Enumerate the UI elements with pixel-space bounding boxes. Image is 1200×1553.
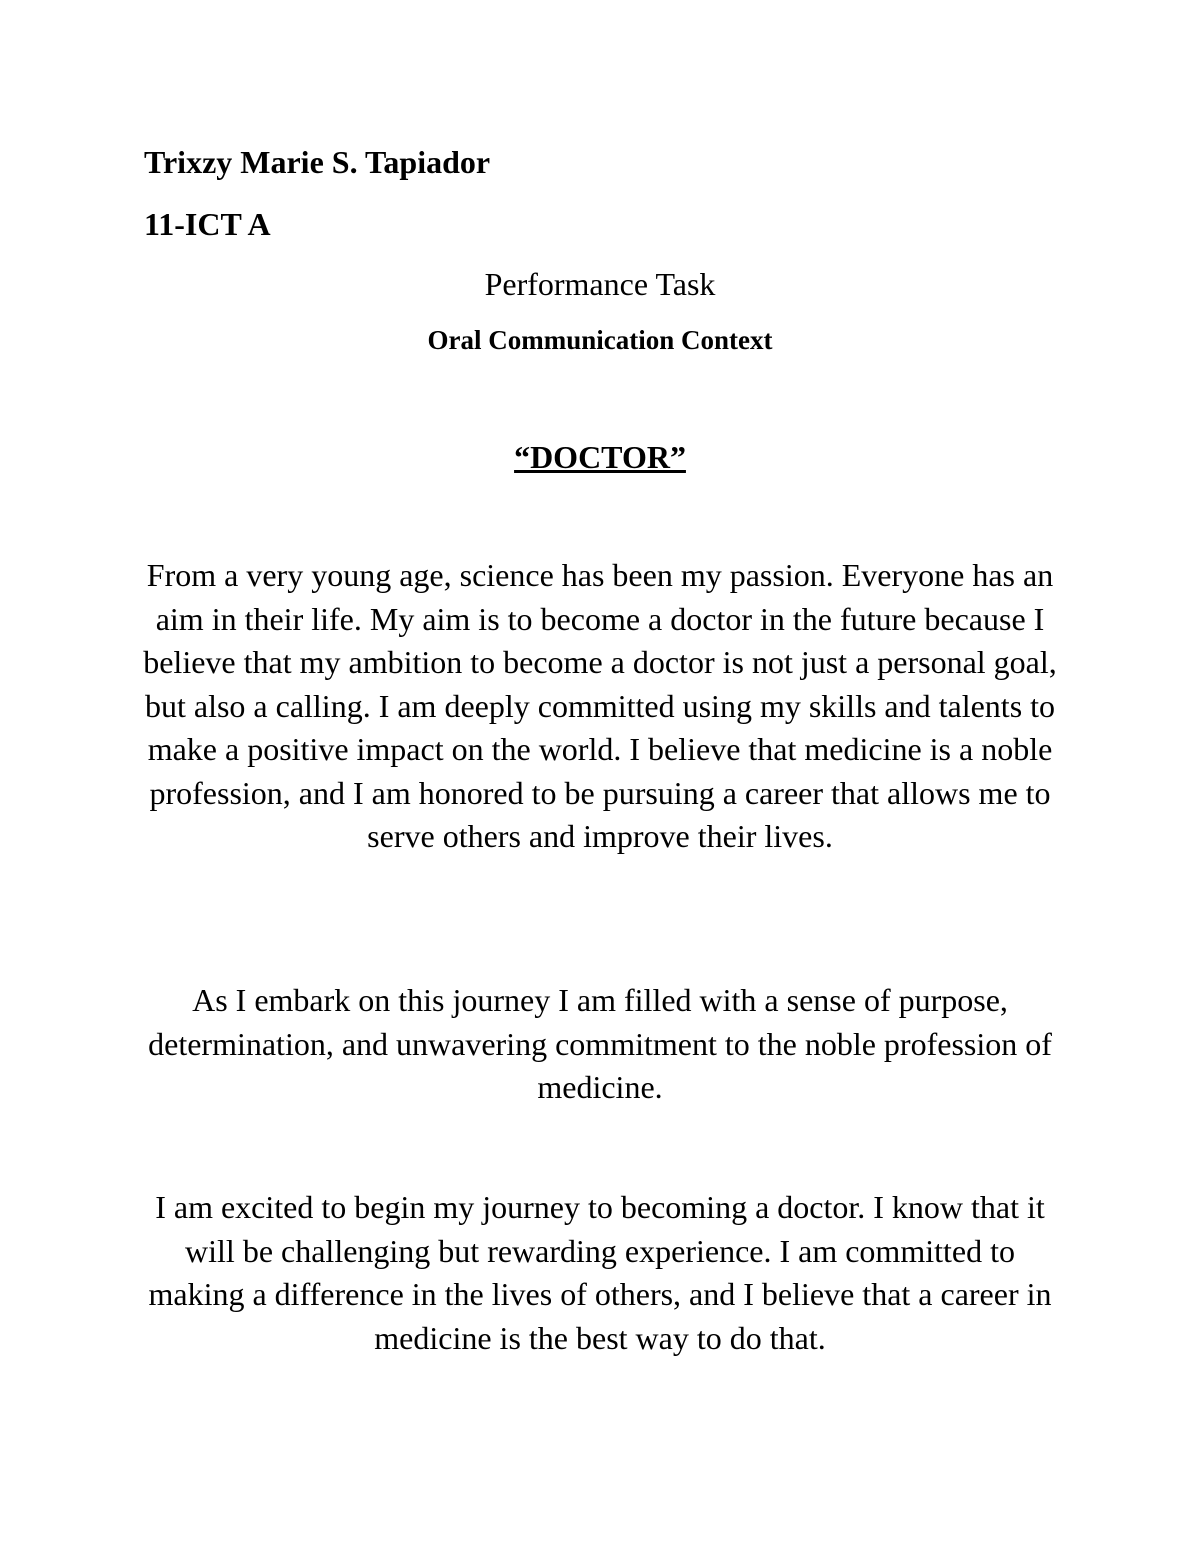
author-name: Trixzy Marie S. Tapiador (144, 144, 491, 180)
class-section: 11-ICT A (144, 206, 271, 242)
essay-title: “DOCTOR” (514, 439, 686, 475)
paragraph-2: As I embark on this journey I am filled with a sense of purpose, determination, and unwavering commitment to the noble profession of medicine. (148, 982, 1052, 1105)
paragraph-3: I am excited to begin my journey to becoming a doctor. I know that it will be challenging but rewarding experience. I am committed to making a difference in the lives of others, and I believe that a career in medicine is the best way to do that. (148, 1189, 1052, 1356)
paragraph-1: From a very young age, science has been my passion. Everyone has an aim in their life. My aim is to become a doctor in the future because I believe that my ambition to become a doctor is not just a personal goal, but also a calling. I am deeply committed using my skills and talents to make a positive impact on the world. I believe that medicine is a noble profession, and I am honored to be pursuing a career that allows me to serve others and improve their lives. (143, 557, 1057, 854)
task-label: Performance Task (484, 266, 716, 302)
subject-label: Oral Communication Context (427, 325, 773, 355)
